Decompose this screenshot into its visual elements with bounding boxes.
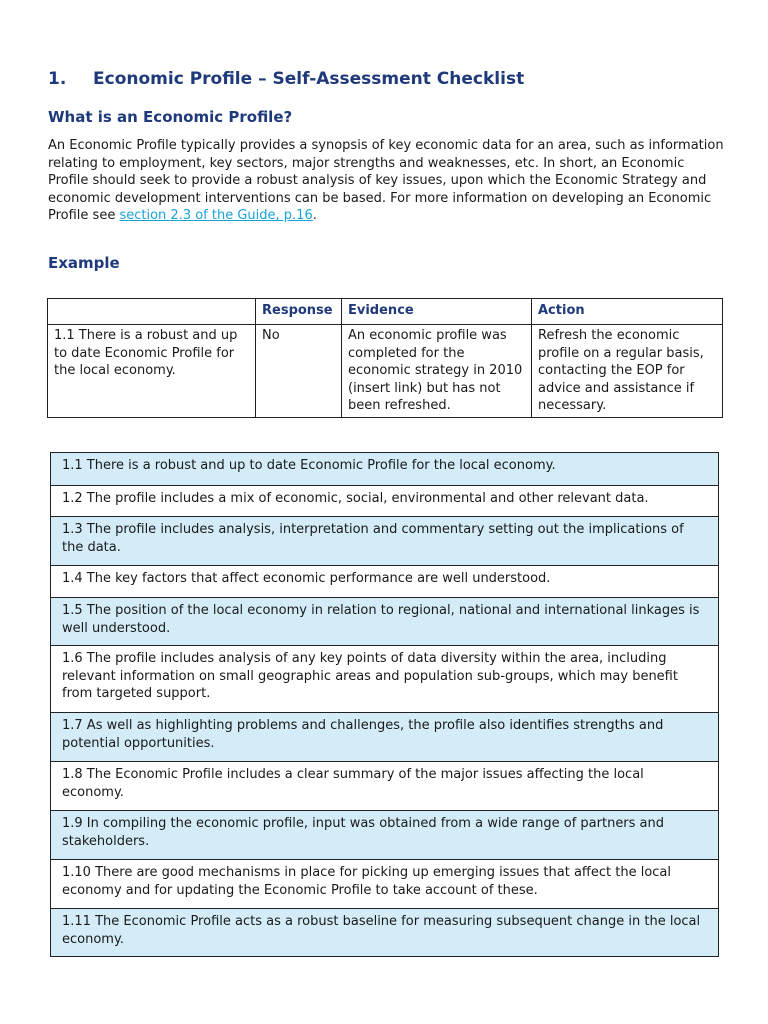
checklist-row: 1.2 The profile includes a mix of economic, social, environmental and other relevant data. <box>51 485 718 516</box>
example-header-row <box>48 299 723 325</box>
page-title <box>48 69 524 89</box>
example-table <box>47 298 723 418</box>
example-header-evidence: Evidence <box>342 299 532 325</box>
checklist-row: 1.11 The Economic Profile acts as a robust baseline for measuring subsequent change in the local economy. <box>51 908 718 956</box>
section-title: Economic Profile – Self-Assessment Checklist <box>93 69 525 89</box>
checklist-row: 1.7 As well as highlighting problems and challenges, the profile also identifies strengths and potential opportunities. <box>51 712 718 761</box>
example-action-cell: Refresh the economic profile on a regular basis, contacting the EOP for advice and assistance if necessary. <box>532 325 723 418</box>
example-response-cell: No <box>256 325 342 418</box>
checklist-row: 1.1 There is a robust and up to date Economic Profile for the local economy. <box>51 453 718 485</box>
what-is-heading: What is an Economic Profile? <box>48 108 293 126</box>
checklist-table <box>50 452 719 957</box>
checklist-row: 1.10 There are good mechanisms in place for picking up emerging issues that affect the local economy and for updating the Economic Profile to take account of these. <box>51 859 718 908</box>
checklist-row: 1.6 The profile includes analysis of any key points of data diversity within the area, including relevant information on small geographic areas and population sub-groups, which may benefit from targeted support. <box>51 645 718 712</box>
checklist-row: 1.9 In compiling the economic profile, input was obtained from a wide range of partners and stakeholders. <box>51 810 718 859</box>
checklist-row: 1.3 The profile includes analysis, interpretation and commentary setting out the implications of the data. <box>51 516 718 565</box>
example-header-item <box>48 299 256 325</box>
checklist-row: 1.5 The position of the local economy in relation to regional, national and international linkages is well understood. <box>51 597 718 645</box>
example-item-cell: 1.1 There is a robust and up to date Economic Profile for the local economy. <box>48 325 256 418</box>
example-heading: Example <box>48 254 120 272</box>
example-row <box>48 325 723 418</box>
example-header-response: Response <box>256 299 342 325</box>
intro-paragraph <box>48 137 728 225</box>
example-evidence-cell: An economic profile was completed for the economic strategy in 2010 (insert link) but has not been refreshed. <box>342 325 532 418</box>
intro-text: An Economic Profile typically provides a synopsis of key economic data for an area, such as information relating to employment, key sectors, major strengths and weaknesses, etc. In short, an Economic Profile should seek to provide a robust analysis of key issues, upon which the Economic Strategy and economic development interventions can be based. For more information on developing an Economic Profile see <box>48 138 724 224</box>
intro-end: . <box>312 208 317 224</box>
checklist-row: 1.8 The Economic Profile includes a clear summary of the major issues affecting the local economy. <box>51 761 718 810</box>
checklist-row: 1.4 The key factors that affect economic performance are well understood. <box>51 565 718 597</box>
example-header-action: Action <box>532 299 723 325</box>
guide-link[interactable]: section 2.3 of the Guide, p.16 <box>119 208 313 224</box>
section-number: 1. <box>48 69 67 89</box>
